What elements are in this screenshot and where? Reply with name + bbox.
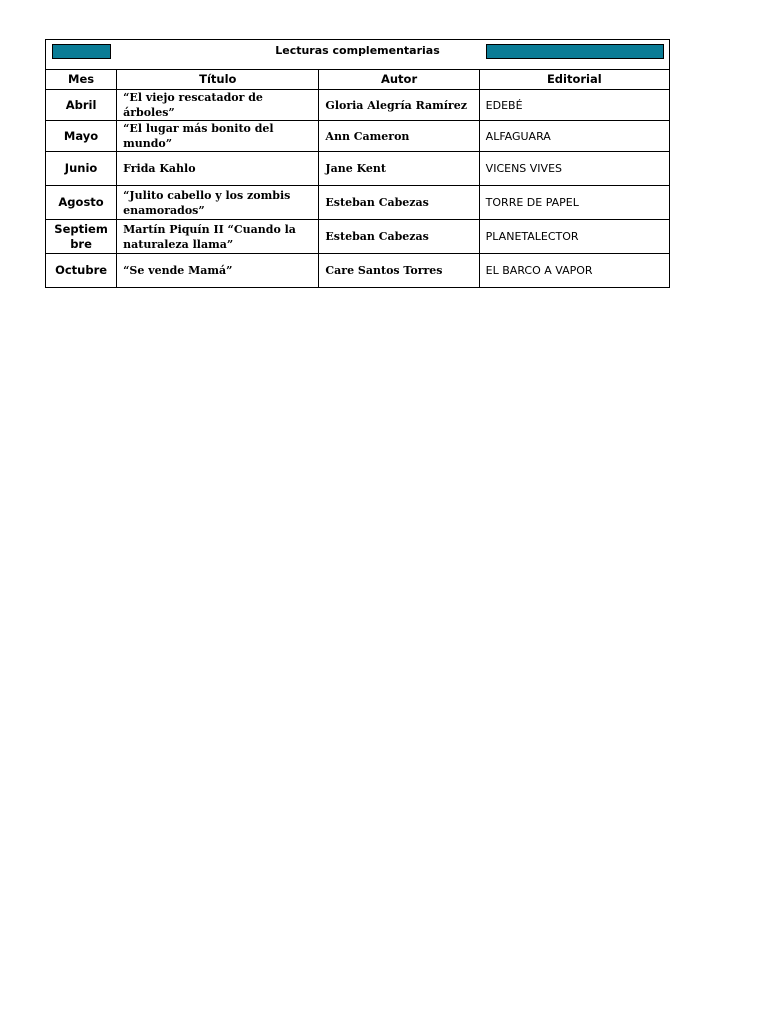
table-row [46, 152, 670, 186]
month-cell: Junio [46, 152, 117, 186]
month-cell: Mayo [46, 121, 117, 152]
book-title-cell: Martín Piquín II “Cuando la naturaleza llama” [117, 220, 319, 254]
right-accent-bar [486, 44, 664, 59]
month-cell: Abril [46, 90, 117, 121]
table-row [46, 121, 670, 152]
book-title-cell: Frida Kahlo [117, 152, 319, 186]
table-title-row [46, 40, 670, 70]
table-row [46, 90, 670, 121]
author-cell: Ann Cameron [319, 121, 479, 152]
book-title-cell: “El lugar más bonito del mundo” [117, 121, 319, 152]
book-title-cell: “Julito cabello y los zombis enamorados” [117, 186, 319, 220]
month-cell: Agosto [46, 186, 117, 220]
author-cell: Gloria Alegría Ramírez [319, 90, 479, 121]
publisher-cell: ALFAGUARA [479, 121, 669, 152]
table-title: Lecturas complementarias [275, 44, 440, 57]
left-accent-bar [52, 44, 111, 59]
table-row [46, 254, 670, 288]
table-row [46, 186, 670, 220]
header-titulo: Título [117, 70, 319, 90]
month-cell: Septiembre [46, 220, 117, 254]
author-cell: Care Santos Torres [319, 254, 479, 288]
table-row [46, 220, 670, 254]
publisher-cell: PLANETALECTOR [479, 220, 669, 254]
header-autor: Autor [319, 70, 479, 90]
header-mes: Mes [46, 70, 117, 90]
author-cell: Esteban Cabezas [319, 186, 479, 220]
month-cell: Octubre [46, 254, 117, 288]
publisher-cell: EDEBÉ [479, 90, 669, 121]
header-editorial: Editorial [479, 70, 669, 90]
publisher-cell: EL BARCO A VAPOR [479, 254, 669, 288]
author-cell: Esteban Cabezas [319, 220, 479, 254]
publisher-cell: VICENS VIVES [479, 152, 669, 186]
book-title-cell: “Se vende Mamá” [117, 254, 319, 288]
publisher-cell: TORRE DE PAPEL [479, 186, 669, 220]
header-row [46, 70, 670, 90]
reading-list-table [45, 39, 670, 288]
author-cell: Jane Kent [319, 152, 479, 186]
book-title-cell: “El viejo rescatador de árboles” [117, 90, 319, 121]
table-title-cell [46, 40, 670, 70]
